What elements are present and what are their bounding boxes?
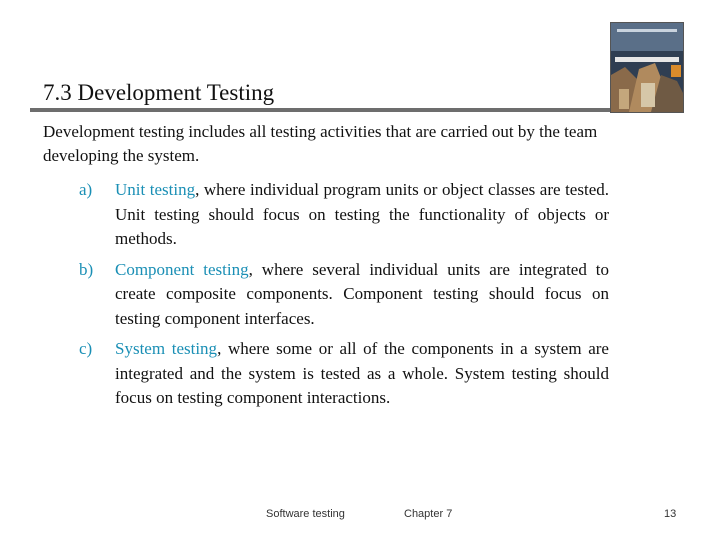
title-divider	[30, 108, 630, 112]
list-item-description: , where individual program units or object classes are tested. Unit testing should focus on testing the functionality of objects or methods.	[115, 180, 609, 248]
term-unit-testing: Unit testing	[115, 180, 196, 199]
footer-topic: Software testing	[266, 508, 345, 520]
page-number: 13	[664, 508, 677, 520]
term-component-testing: Component testing	[115, 259, 249, 279]
footer-chapter: Chapter 7	[404, 508, 453, 520]
list-item	[79, 178, 609, 252]
book-cover-image	[610, 22, 684, 113]
list-item-description: , where several individual units are integrated to create composite components. Component testing should focus on testing component interfaces.	[115, 259, 610, 328]
list-marker: c)	[79, 339, 93, 358]
list-item-text	[115, 337, 609, 411]
list-item	[79, 258, 609, 332]
term-system-testing: System testing	[115, 339, 218, 358]
list-item-text	[115, 258, 609, 332]
intro-paragraph: Development testing includes all testing activities that are carried out by the team developing the system.	[43, 122, 598, 165]
list-item-description: , where some or all of the components in a system are integrated and the system is tested as a whole. System testing should focus on testing component interactions.	[115, 339, 609, 407]
list-item-text	[115, 178, 609, 252]
list-item	[79, 337, 609, 411]
list-marker: b)	[79, 259, 94, 279]
book-cover-graphic	[611, 23, 683, 112]
testing-stage-list	[79, 178, 609, 417]
slide-title: 7.3 Development Testing	[43, 80, 275, 105]
list-marker: a)	[79, 180, 93, 199]
